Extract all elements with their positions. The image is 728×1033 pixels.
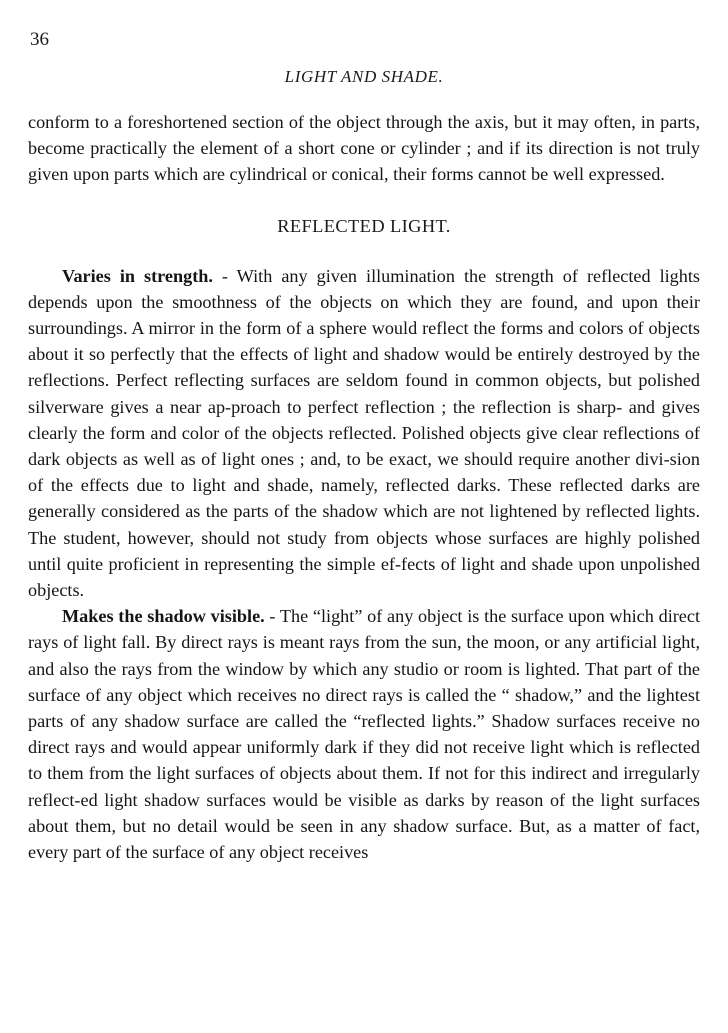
section-heading: REFLECTED LIGHT.	[277, 215, 451, 236]
paragraph-varies-in-strength	[28, 263, 700, 604]
paragraph-continued: conform to a foreshortened section of the object through the axis, but it may often, in parts, become practically the element of a short cone or cylinder ; and if its direction is not truly given upon parts which are cylindrical or conical, their forms cannot be well expressed.	[28, 112, 700, 185]
runin-heading-makes-the-shadow-visible: Makes the shadow visible.	[62, 606, 265, 627]
page-number: 36	[30, 29, 49, 50]
paragraph-body-makes-the-shadow-visible: - The “light” of any object is the surface upon which direct rays of light fall. By direct rays is meant rays from the sun, the moon, or any artificial light, and also the rays from the window by which any studio or room is lighted. That part of the surface of any object which receives no direct rays is called the “ shadow,” and the lightest parts of any shadow surface are called the “reflected lights.” Shadow surfaces receive no direct rays and would appear uniformly dark if they did not receive light which is reflected to them from the light surfaces of objects about them. If not for this indirect and irregularly reflect-ed light shadow surfaces would be visible as darks by reason of the light surfaces about them, but no detail would be seen in any shadow surface. But, as a matter of fact, every part of the surface of any object receives	[28, 606, 700, 863]
paragraph-body-varies-in-strength: - With any given illumination the strength of reflected lights depends upon the smoothness of the objects on which they are found, and upon their surroundings. A mirror in the form of a sphere would reflect the forms and colors of objects about it so perfectly that the effects of light and shadow would be entirely destroyed by the reflections. Perfect reflecting surfaces are seldom found in common objects, but polished silverware gives a near ap-proach to perfect reflection ; the reflection is sharp- and gives clearly the form and color of the objects reflected. Polished objects give clear reflections of dark objects as well as of light ones ; and, to be exact, we should require another divi-sion of the effects due to light and shade, namely, reflected darks. These reflected darks are generally considered as the parts of the shadow which are not lightened by reflected lights. The student, however, should not study from objects whose surfaces are highly polished until quite proficient in representing the simple ef-fects of light and shade upon unpolished objects.	[28, 265, 701, 601]
runin-heading-varies-in-strength: Varies in strength.	[62, 265, 213, 286]
running-head: LIGHT AND SHADE.	[284, 67, 444, 86]
paragraph-makes-the-shadow-visible	[28, 603, 700, 865]
